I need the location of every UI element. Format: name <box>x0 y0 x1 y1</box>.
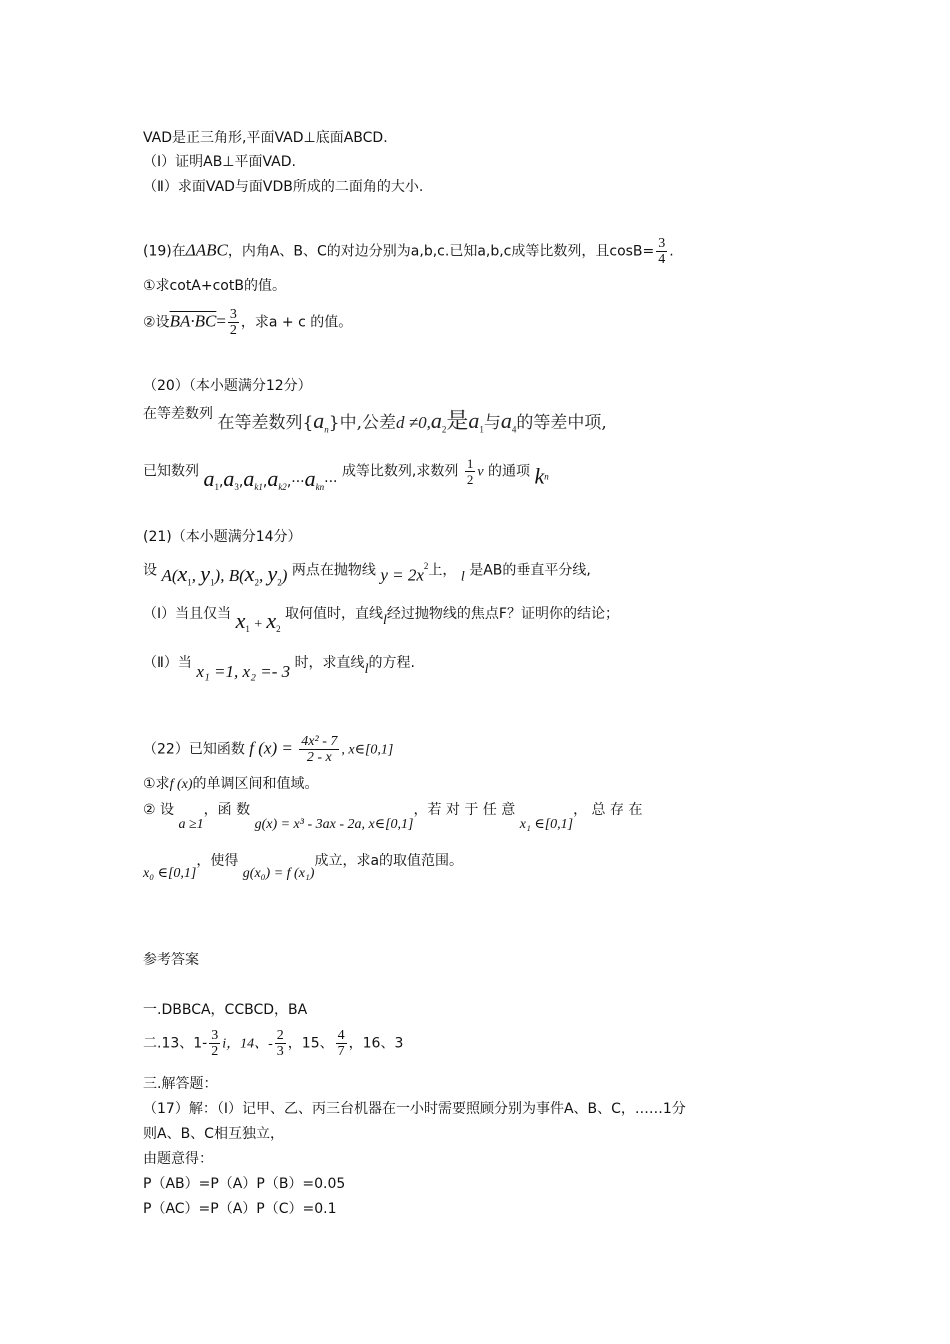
answers-header: 参考答案 <box>143 952 199 968</box>
problem18-part2: （Ⅱ）求面VAD与面VDB所成的二面角的大小. <box>143 179 424 195</box>
answers-part2: 二.13、1- $\frac{3}{2}$ i，14、- $\frac{2}{3}$ ，15、 $\frac{4}{7}$ ，16、3 <box>143 1028 404 1059</box>
solution17-line1: （17）解：（Ⅰ）记甲、乙、丙三台机器在一小时需要照顾分别为事件A、B、C，……1分 <box>143 1101 686 1117</box>
problem22-q1: ①求f (x)的单调区间和值域。 <box>143 776 319 792</box>
problem20-line2: 已知数列 $a_1,a_3,a_{k1},a_{k2},\cdot\cdot\cdot a_{kn}\cdot\cdot\cdot$ 成等比数列,求数列 $\frac{1}{2}$ ν 的通项 $k_n$ <box>143 456 549 492</box>
vector-product: BA·BC <box>169 311 217 331</box>
solution17-line5: P（AC）=P（A）P（C）=0.1 <box>143 1201 337 1217</box>
problem21-line1: 设 $A(x_1$, $y_1$), $B(x_2$, $y_2$) 两点在抛物线 $y = 2x^2$上， l 是AB的垂直平分线, <box>143 560 591 588</box>
f-fraction: $\frac{\text{4x² - 7}}{2 - x}$ <box>301 734 338 765</box>
problem21-header: (21)（本小题满分14分） <box>143 529 302 545</box>
problem19-statement: (19)在ΔABC，内角A、B、C的对边分别为a,b,c.已知a,b,c成等比数列，且cosB= $\frac{3}{4}$ . <box>143 236 674 267</box>
answers-part3: 三.解答题： <box>143 1076 218 1092</box>
solution17-line4: P（AB）=P（A）P（B）=0.05 <box>143 1176 346 1192</box>
problem22-q2: ② 设 a ≥1，函 数 g(x) = x³ - 3ax - 2a, x∈[0,1]，若 对 于 任 意 x₁ ∈[0,1]， 总 存 在 <box>143 802 643 832</box>
problem20-header: （20）（本小题满分12分） <box>143 378 312 394</box>
problem22-q3: x₀ ∈[0,1]，使得 g(x₀) = f (x₁)成立，求a的取值范围。 <box>143 853 464 881</box>
problem21-part2: （Ⅱ）当 x₁ =1, x₂ =- 3 时，求直线l的方程. <box>143 655 415 681</box>
problem19-q1: ①求cotA+cotB的值。 <box>143 278 286 294</box>
problem22-statement: （22）已知函数 f (x) = $\frac{\text{4x² - 7}}{2 - x}$ , x∈[0,1] <box>143 734 394 765</box>
cosb-fraction: $\frac{3}{4}$ <box>658 236 666 267</box>
problem18-part1: （Ⅰ）证明AB⊥平面VAD. <box>143 154 296 170</box>
solution17-line2: 则A、B、C相互独立， <box>143 1126 284 1142</box>
triangle-abc: ΔABC <box>185 240 228 260</box>
problem21-part1: （Ⅰ）当且仅当 $x_1 + x_2$ 取何值时，直线l经过抛物线的焦点F？证明你的结论； <box>143 606 619 634</box>
solution17-line3: 由题意得： <box>143 1151 213 1167</box>
answers-part1: 一.DBBCA，CCBCD，BA <box>143 1002 308 1018</box>
problem20-line1: 在等差数列 在等差数列$\{a_n\}$中,公差$d \ne 0,a_2$是$a_1$与$a_4$的等差中项, <box>143 406 607 435</box>
problem18-line1: VAD是正三角形,平面VAD⊥底面ABCD. <box>143 130 388 146</box>
q2-fraction: $\frac{3}{2}$ <box>229 307 237 338</box>
problem19-q2: ②设BA·BC= $\frac{3}{2}$ ，求a + c 的值。 <box>143 307 353 338</box>
